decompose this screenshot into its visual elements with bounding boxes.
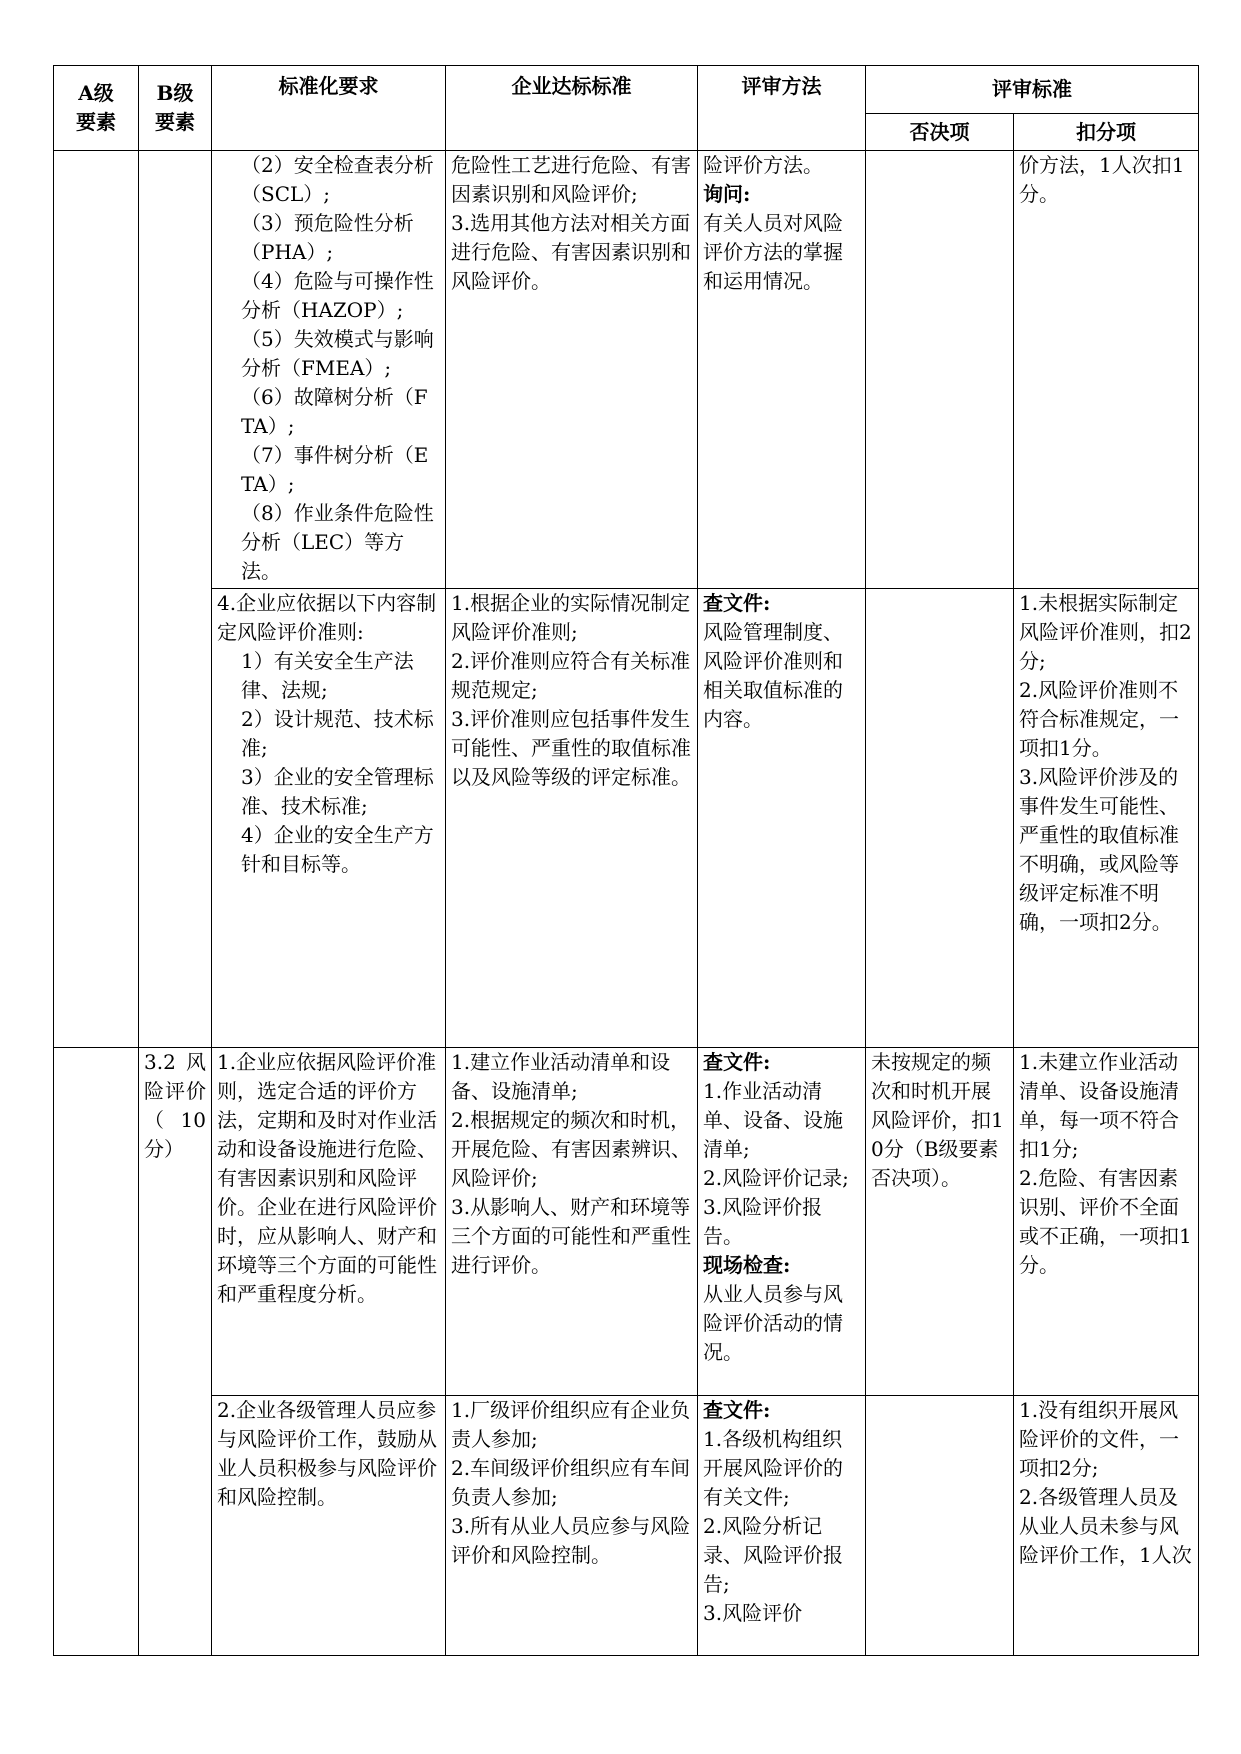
requirement-cell: 1.企业应依据风险评价准则，选定合适的评价方法，定期和及时对作业活动和设备设施进行危险、有害因素识别和风险评价。企业在进行风险评价时，应从影响人、财产和环境等三个方面的可能性和严重程度分析。 [212,1048,446,1396]
review-method-cell: 险评价方法。 询问: 有关人员对风险评价方法的掌握和运用情况。 [698,151,866,589]
header-a-level: A级 要素 [54,66,139,151]
table-row [54,589,1199,1048]
review-method-cell: 查文件: 1.各级机构组织开展风险评价的有关文件; 2.风险分析记录、风险评价报告; 3.风险评价 [698,1396,866,1656]
header-veto: 否决项 [866,114,1014,151]
table-row [54,1396,1199,1656]
deduct-cell: 价方法，1人次扣1分。 [1014,151,1199,589]
a-level-cell [54,1048,139,1656]
veto-cell: 未按规定的频次和时机开展风险评价，扣10分（B级要素否决项）。 [866,1048,1014,1396]
table-row [54,151,1199,589]
deduct-cell: 1.未建立作业活动清单、设备设施清单，每一项不符合扣1分; 2.危险、有害因素识别、评价不全面或不正确，一项扣1分。 [1014,1048,1199,1396]
a-level-cell [54,151,139,1048]
header-review-method: 评审方法 [698,66,866,151]
header-review-criteria: 评审标准 [866,66,1199,114]
evaluation-table [53,65,1199,1656]
veto-cell [866,589,1014,1048]
veto-cell [866,151,1014,589]
b-level-element: 3.2风险评价（10分） [139,1048,212,1656]
veto-cell [866,1396,1014,1656]
header-enterprise-standard: 企业达标标准 [446,66,698,151]
requirement-cell: （2）安全检查表分析（SCL）; （3）预危险性分析（PHA）; （4）危险与可操作性分析（HAZOP）; （5）失效模式与影响分析（FMEA）; （6）故障树分析（FTA）; （7）事件树分析（ETA）; （8）作业条件危险性分析（LEC）等方法。 [212,151,446,589]
enterprise-standard-cell: 1.根据企业的实际情况制定风险评价准则; 2.评价准则应符合有关标准规范规定; 3.评价准则应包括事件发生可能性、严重性的取值标准以及风险等级的评定标准。 [446,589,698,1048]
header-standard-requirement: 标准化要求 [212,66,446,151]
header-b-level: B级 要素 [139,66,212,151]
deduct-cell: 1.没有组织开展风险评价的文件，一项扣2分; 2.各级管理人员及从业人员未参与风险评价工作，1人次 [1014,1396,1199,1656]
review-method-cell: 查文件: 1.作业活动清单、设备、设施清单; 2.风险评价记录; 3.风险评价报告。 现场检查: 从业人员参与风险评价活动的情况。 [698,1048,866,1396]
review-method-cell: 查文件: 风险管理制度、风险评价准则和相关取值标准的内容。 [698,589,866,1048]
requirement-cell: 2.企业各级管理人员应参与风险评价工作，鼓励从业人员积极参与风险评价和风险控制。 [212,1396,446,1656]
table-row [54,1048,1199,1396]
header-deduct: 扣分项 [1014,114,1199,151]
enterprise-standard-cell: 1.建立作业活动清单和设备、设施清单; 2.根据规定的频次和时机，开展危险、有害因素辨识、风险评价; 3.从影响人、财产和环境等三个方面的可能性和严重性进行评价。 [446,1048,698,1396]
enterprise-standard-cell: 1.厂级评价组织应有企业负责人参加; 2.车间级评价组织应有车间负责人参加; 3.所有从业人员应参与风险评价和风险控制。 [446,1396,698,1656]
deduct-cell: 1.未根据实际制定风险评价准则，扣2分; 2.风险评价准则不符合标准规定，一项扣1分。 3.风险评价涉及的事件发生可能性、严重性的取值标准不明确，或风险等级评定标准不明确，一项扣2分。 [1014,589,1199,1048]
enterprise-standard-cell: 危险性工艺进行危险、有害因素识别和风险评价; 3.选用其他方法对相关方面进行危险、有害因素识别和风险评价。 [446,151,698,589]
b-level-cell [139,151,212,1048]
requirement-cell: 4.企业应依据以下内容制定风险评价准则: 1）有关安全生产法律、法规; 2）设计规范、技术标准; 3）企业的安全管理标准、技术标准; 4）企业的安全生产方针和目标等。 [212,589,446,1048]
